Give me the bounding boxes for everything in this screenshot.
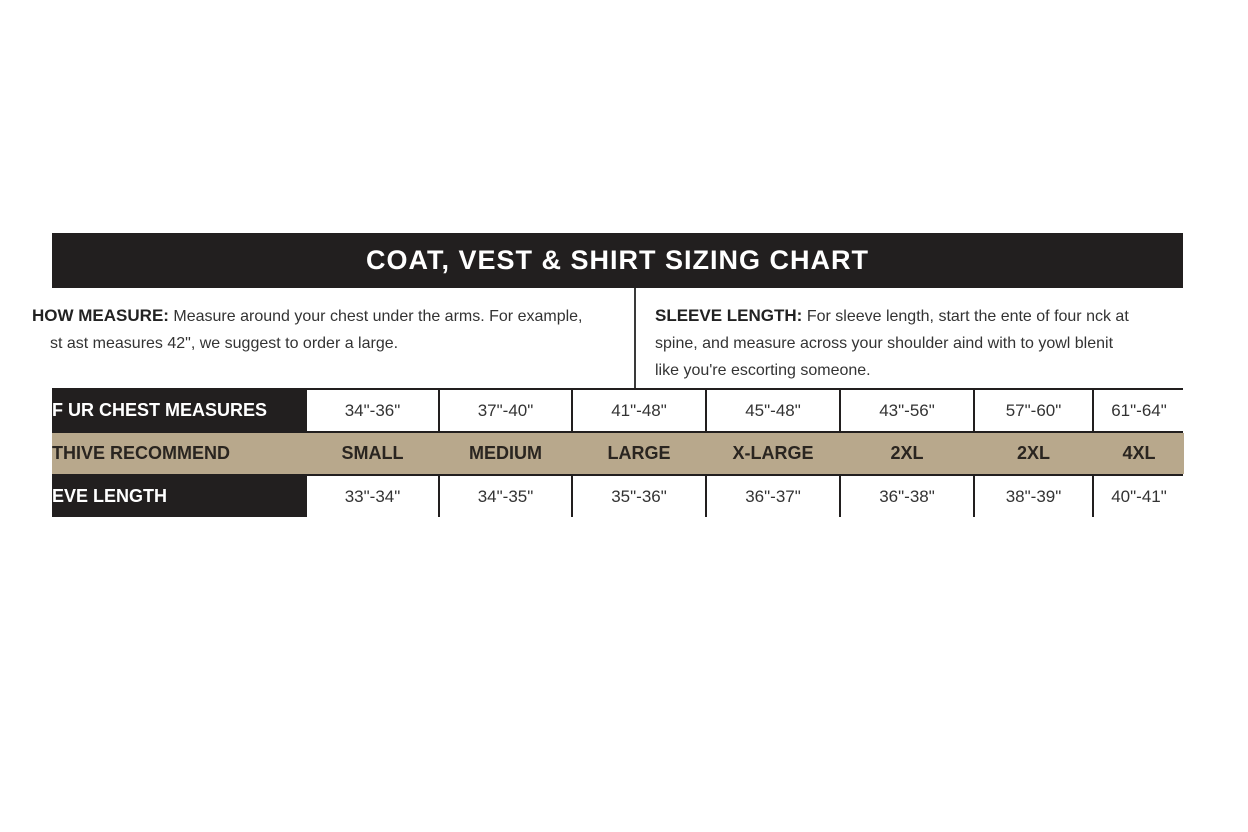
- row-label-chest: F UR CHEST MEASURES: [52, 400, 268, 420]
- recommend-row: [52, 431, 1183, 476]
- sleeve-cell: 34"-35": [440, 476, 571, 517]
- chest-cell: 43"-56": [841, 390, 973, 431]
- chest-measures-row: [52, 388, 1183, 431]
- sleeve-cell: 36"-38": [841, 476, 973, 517]
- chest-cell: 45"-48": [707, 390, 839, 431]
- sleeve-length-heading: SLEEVE LENGTH:: [655, 306, 803, 325]
- how-to-measure: [32, 302, 630, 357]
- size-cell: X-LARGE: [707, 433, 839, 474]
- instructions-section: [32, 288, 1183, 388]
- chart-title: COAT, VEST & SHIRT SIZING CHART: [52, 233, 1183, 288]
- sleeve-cell: 38"-39": [975, 476, 1092, 517]
- size-cell: 2XL: [975, 433, 1092, 474]
- how-to-measure-line2: st ast measures 42", we suggest to order a large.: [50, 335, 399, 352]
- sleeve-length-line2: spine, and measure across your shoulder aind with to yowl blenit: [655, 335, 1114, 352]
- sleeve-length-line3: like you're escorting someone.: [655, 362, 871, 379]
- instructions-divider: [634, 288, 636, 388]
- sleeve-cell: 40"-41": [1094, 476, 1184, 517]
- chest-cell: 41"-48": [573, 390, 705, 431]
- sleeve-length-info: [655, 302, 1175, 384]
- size-cell: LARGE: [573, 433, 705, 474]
- how-to-measure-line1: Measure around your chest under the arms. For example,: [173, 308, 583, 325]
- how-to-measure-heading: HOW MEASURE:: [32, 306, 169, 325]
- row-label-sleeve: EVE LENGTH: [52, 486, 168, 506]
- size-cell: MEDIUM: [440, 433, 571, 474]
- size-cell: 2XL: [841, 433, 973, 474]
- chest-cell: 57"-60": [975, 390, 1092, 431]
- row-label-recommend: THIVE RECOMMEND: [52, 443, 231, 463]
- sleeve-cell: 35"-36": [573, 476, 705, 517]
- sleeve-length-line1: For sleeve length, start the ente of four nck at: [806, 308, 1129, 325]
- chest-cell: 34"-36": [307, 390, 438, 431]
- chest-cell: 37"-40": [440, 390, 571, 431]
- sleeve-length-row: [52, 476, 1183, 517]
- chest-cell: 61"-64": [1094, 390, 1184, 431]
- sizing-chart: [32, 233, 1183, 517]
- sleeve-cell: 36"-37": [707, 476, 839, 517]
- sleeve-cell: 33"-34": [307, 476, 438, 517]
- size-cell: 4XL: [1094, 433, 1184, 474]
- size-cell: SMALL: [307, 433, 438, 474]
